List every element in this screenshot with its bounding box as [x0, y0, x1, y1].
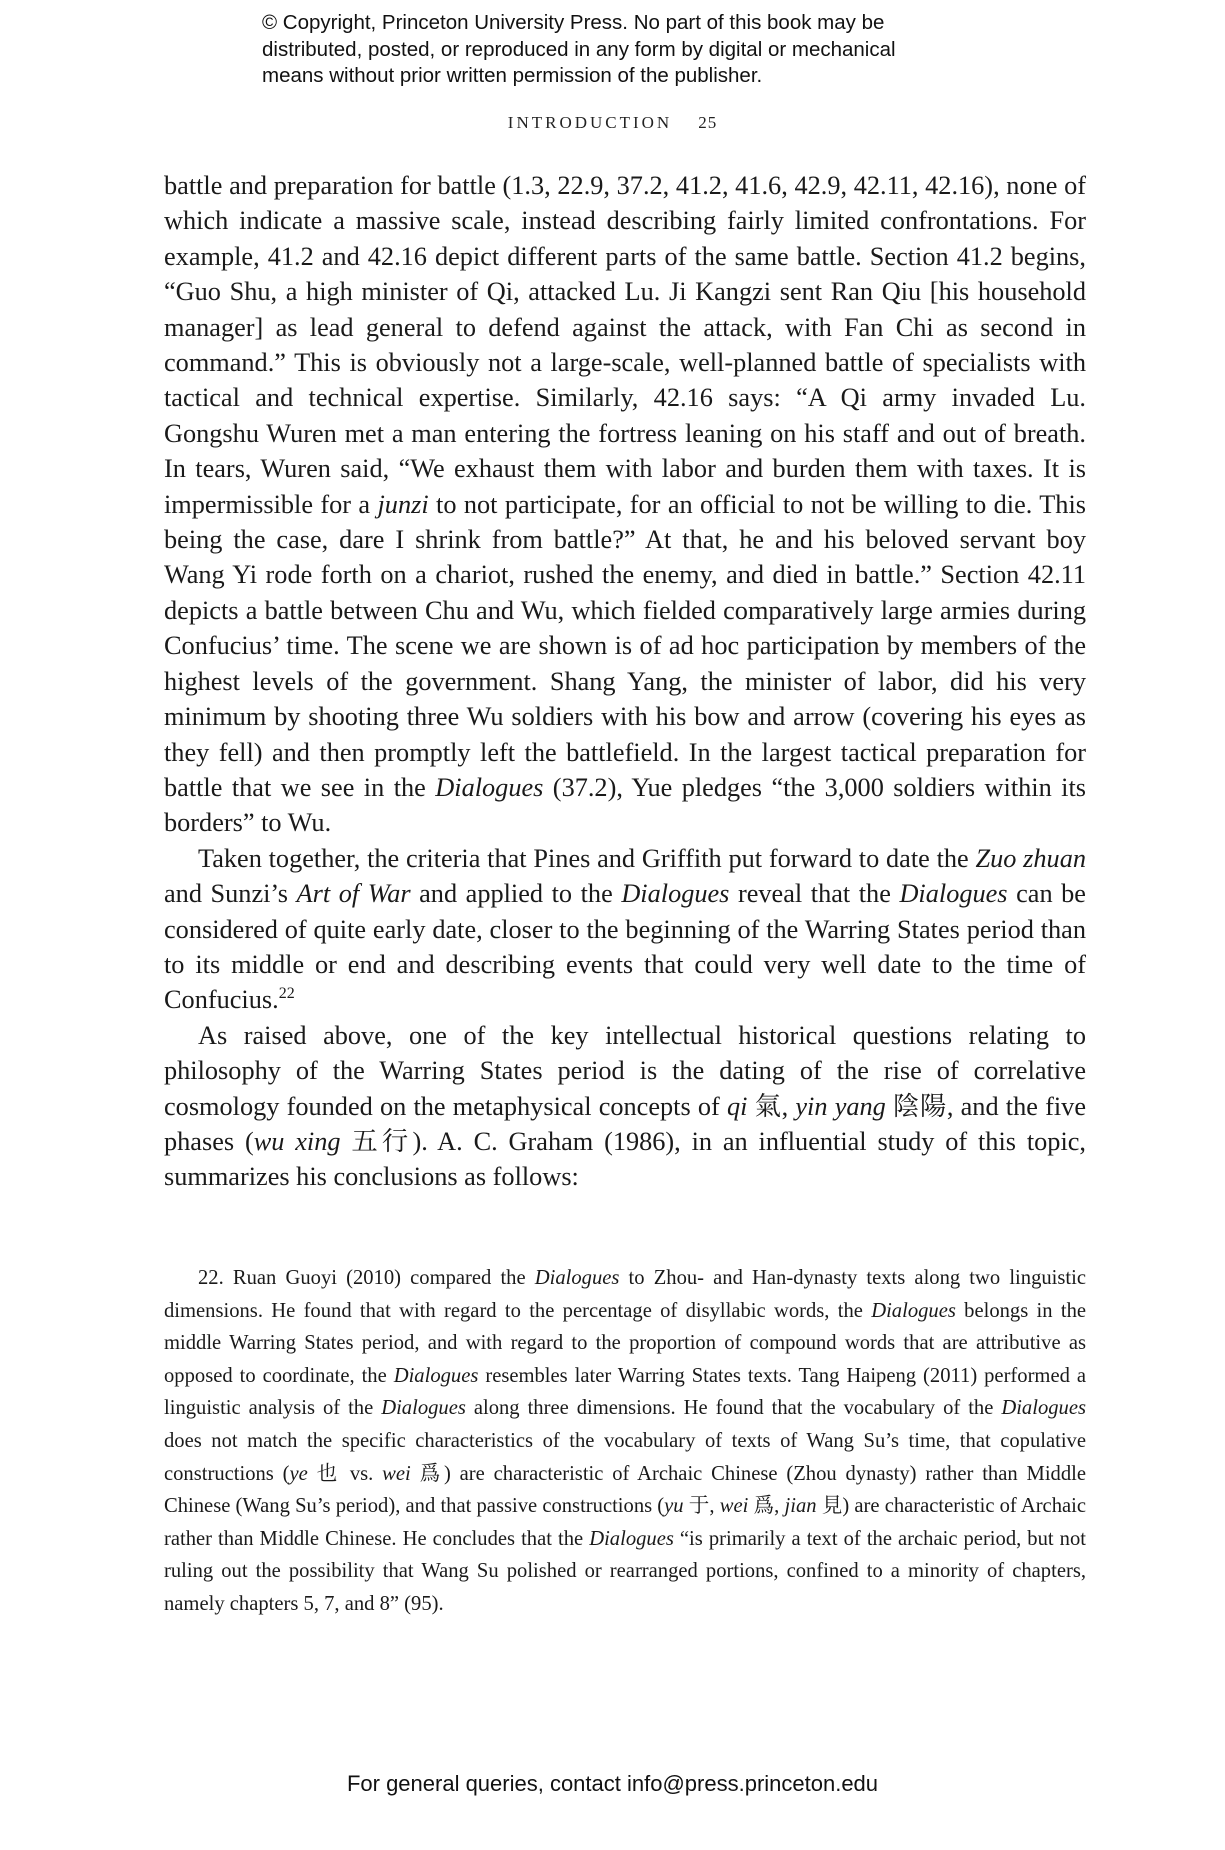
- italic-term: qi: [727, 1091, 748, 1121]
- paragraph-1: [164, 168, 1086, 841]
- italic-term: ye: [289, 1462, 308, 1485]
- text-run: along three dimensions. He found that the vocabulary of the: [465, 1397, 1002, 1420]
- italic-term: wu xing: [253, 1126, 341, 1156]
- body-text: [164, 168, 1086, 1195]
- text-run: 也 vs.: [307, 1462, 383, 1485]
- text-run: 陰陽, and the five phases (: [164, 1091, 1086, 1156]
- footer-contact: For general queries, contact info@press.princeton.edu: [346, 1771, 879, 1796]
- running-head-title: INTRODUCTION: [507, 113, 673, 132]
- italic-term: Dialogues: [899, 879, 1008, 909]
- text-run: 爲) are characteristic of Archaic Chinese (Zhou dynasty) rather than Middle Chinese (Wang Su’s period), and that passive constructions (: [164, 1462, 1087, 1518]
- text-run: resembles later Warring States texts. Tang Haipeng (2011) performed a linguistic analysis of the: [164, 1364, 1086, 1420]
- text-run: 氣,: [747, 1091, 796, 1121]
- running-head: [0, 113, 1225, 133]
- text-run: to Zhou- and Han-dynasty texts along two linguistic dimensions. He found that with regard to the percentage of disyllabic words, the: [164, 1267, 1086, 1322]
- text-run: As raised above, one of the key intellectual historical questions relating to philosophy of the Warring States period is the dating of the rise of correlative cosmology founded on the metaphysical concepts of: [164, 1020, 1086, 1121]
- text-run: to not participate, for an official to not be willing to die. This being the case, dare I shrink from battle?” At that, he and his beloved servant boy Wang Yi rode forth on a chariot, rushed the enemy, and died in battle.” Section 42.11 depicts a battle between Chu and Wu, which fielded comparatively large armies during Confucius’ time. The scene we are shown is of ad hoc participation by members of the highest levels of the government. Shang Yang, the minister of labor, did his very minimum by shooting three Wu soldiers with his bow and arrow (covering his eyes as they fell) and then promptly left the battlefield. In the largest tactical preparation for battle that we see in the: [164, 489, 1086, 802]
- text-run: belongs in the middle Warring States period, and with regard to the proportion of compound words that are attributive as opposed to coordinate, the: [164, 1299, 1087, 1387]
- text-run: and applied to the: [410, 879, 622, 909]
- italic-term: Dialogues: [534, 1267, 620, 1289]
- copyright-line-1: © Copyright, Princeton University Press. No part of this book may be: [262, 11, 885, 34]
- text-run: (37.2), Yue pledges “the 3,000 soldiers within its borders” to Wu.: [164, 772, 1087, 838]
- italic-term: Dialogues: [589, 1527, 674, 1550]
- italic-term: yu: [664, 1495, 684, 1518]
- text-run: 五行). A. C. Graham (1986), in an influential study of this topic, summarizes his conclusions as follows:: [164, 1126, 1086, 1192]
- italic-term: wei: [719, 1495, 749, 1518]
- italic-term: jian: [784, 1495, 817, 1518]
- text-run: can be considered of quite early date, closer to the beginning of the Warring States period than to its middle or end and describing events that could very well date to the time of Confucius.: [164, 879, 1086, 1015]
- italic-term: Art of War: [296, 879, 411, 909]
- italic-term: Zuo zhuan: [975, 843, 1086, 873]
- italic-term: yin yang: [795, 1091, 886, 1121]
- text-run: 22. Ruan Guoyi (2010) compared the: [198, 1267, 535, 1289]
- paragraph-3: [164, 1018, 1086, 1195]
- text-run: battle and preparation for battle (1.3, 22.9, 37.2, 41.2, 41.6, 42.9, 42.11, 42.16), none of which indicate a massive scale, instead describing fairly limited confrontations. For example, 41.2 and 42.16 depict different parts of the same battle. Section 41.2 begins, “Guo Shu, a high minister of Qi, attacked Lu. Ji Kangzi sent Ran Qiu [his household manager] as lead general to defend against the attack, with Fan Chi as second in command.” This is obviously not a large-scale, well-planned battle of specialists with tactical and technical expertise. Similarly, 42.16 says: “A Qi army invaded Lu. Gongshu Wuren met a man entering the fortress leaning on his staff and out of breath. In tears, Wuren said, “We exhaust them with labor and burden them with taxes. It is impermissible for a: [164, 171, 1086, 519]
- copyright-notice: [262, 10, 982, 90]
- text-run: does not match the specific characteristics of the vocabulary of texts of Wang Su’s time, that copulative constructions (: [164, 1429, 1086, 1485]
- italic-term: Dialogues: [1001, 1397, 1086, 1420]
- text-run: reveal that the: [729, 879, 900, 909]
- text-run: 爲,: [748, 1495, 785, 1518]
- copyright-line-3: means without prior written permission of the publisher.: [262, 64, 763, 87]
- footnote-reference[interactable]: 22: [278, 985, 295, 1003]
- paragraph-2: [164, 841, 1086, 1018]
- italic-term: wei: [382, 1462, 411, 1485]
- italic-term: junzi: [377, 489, 429, 519]
- italic-term: Dialogues: [393, 1364, 479, 1387]
- text-run: and Sunzi’s: [164, 879, 297, 909]
- italic-term: Dialogues: [435, 772, 544, 802]
- footnote-22: [164, 1262, 1086, 1621]
- italic-term: Dialogues: [381, 1397, 466, 1420]
- italic-term: Dialogues: [621, 879, 730, 909]
- page-number: 25: [698, 113, 718, 132]
- text-run: Taken together, the criteria that Pines and Griffith put forward to date the: [198, 843, 976, 873]
- text-run: 見) are characteristic of Archaic rather than Middle Chinese. He concludes that the: [164, 1495, 1087, 1550]
- text-run: “is primarily a text of the archaic period, but not ruling out the possibility that Wang Su polished or rearranged portions, confined to a minority of chapters, namely chapters 5, 7, and 8” (95).: [164, 1527, 1086, 1615]
- copyright-line-2: distributed, posted, or reproduced in any form by digital or mechanical: [262, 37, 896, 61]
- italic-term: Dialogues: [871, 1299, 956, 1322]
- text-run: 于,: [683, 1495, 720, 1518]
